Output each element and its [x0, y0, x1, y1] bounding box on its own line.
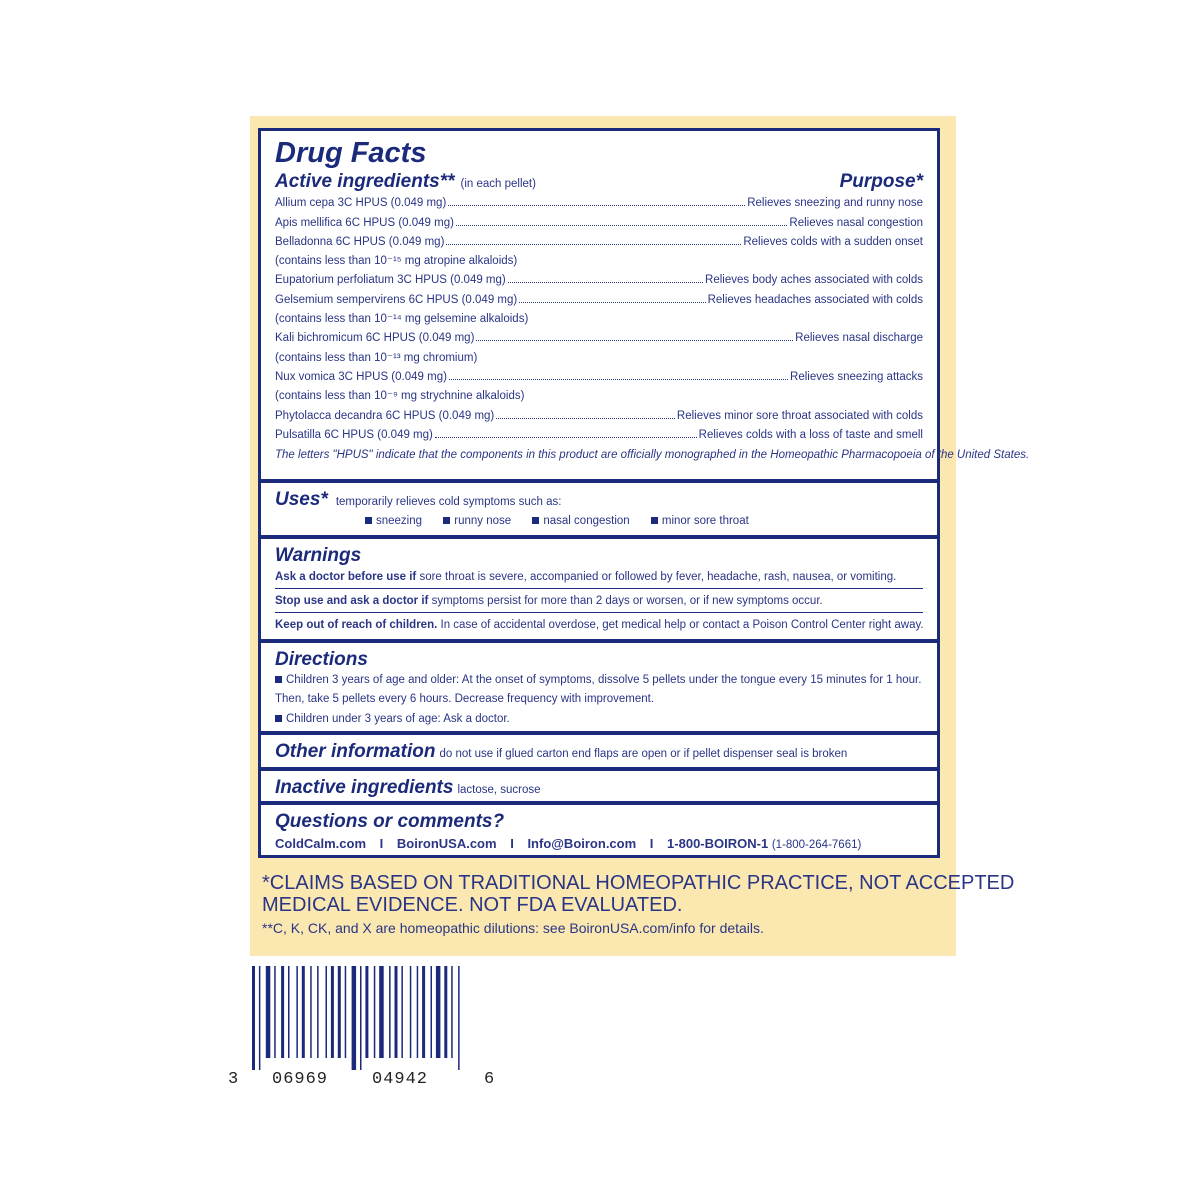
separator: I	[649, 836, 654, 851]
uses-section	[261, 479, 937, 537]
barcode-digits-left: 06969	[272, 1070, 329, 1089]
ingredient-row	[275, 233, 923, 252]
barcode-bar	[274, 966, 276, 1058]
separator: I	[510, 836, 514, 851]
uses-text: temporarily relieves cold symptoms such as:	[335, 496, 562, 508]
ingredient-name: Phytolacca decandra 6C HPUS (0.049 mg)	[275, 409, 495, 422]
ingredient-purpose: Relieves headaches associated with colds	[707, 293, 923, 306]
ingredient-purpose: Relieves sneezing and runny nose	[747, 197, 923, 210]
barcode-bar	[374, 966, 376, 1058]
directions-line-3: Children under 3 years of age: Ask a doctor.	[286, 712, 510, 725]
website-boironusa: BoironUSA.com	[396, 836, 497, 851]
questions-section	[261, 801, 937, 855]
warning-ask-text: sore throat is severe, accompanied or followed by fever, headache, rash, nausea, or vomiting.	[419, 571, 897, 583]
leader-dots	[448, 205, 745, 206]
ingredient-note: (contains less than 10⁻⁹ mg strychnine alkaloids)	[275, 390, 525, 403]
claims-line-2: MEDICAL EVIDENCE. NOT FDA EVALUATED.	[262, 894, 683, 916]
barcode-bar	[389, 966, 391, 1058]
bullet-icon	[443, 517, 450, 524]
active-ingredients-sub: (in each pellet)	[460, 178, 536, 190]
other-info-section	[261, 731, 937, 769]
ingredient-note: (contains less than 10⁻¹⁴ mg gelsemine alkaloids)	[275, 313, 529, 326]
ingredient-name: Nux vomica 3C HPUS (0.049 mg)	[275, 370, 447, 383]
warning-ask-doctor	[275, 567, 923, 587]
contact-phone-number: (1-800-264-7661)	[771, 839, 862, 851]
barcode-bar	[338, 966, 341, 1058]
ingredient-name: Kali bichromicum 6C HPUS (0.049 mg)	[275, 332, 475, 345]
barcode-bar	[296, 966, 298, 1058]
barcode-bar	[259, 966, 261, 1070]
barcode-bar	[422, 966, 425, 1058]
ingredient-name: Allium cepa 3C HPUS (0.049 mg)	[275, 197, 447, 210]
claims-disclaimer	[262, 872, 1014, 916]
hpus-footnote: The letters "HPUS" indicate that the components in this product are officially monographed in the Homeopathic Pharmacopoeia of the United States.	[275, 449, 1030, 462]
contact-email: Info@Boiron.com	[527, 836, 637, 851]
ingredient-note: (contains less than 10⁻¹⁵ mg atropine alkaloids)	[275, 255, 518, 268]
ingredient-purpose: Relieves nasal discharge	[795, 332, 923, 345]
inactive-ingredients-section	[261, 767, 937, 803]
warning-stop-use	[275, 591, 923, 611]
barcode-bar	[345, 966, 347, 1058]
barcode-bar	[310, 966, 312, 1058]
warning-stop-text: symptoms persist for more than 2 days or worsen, or if new symptoms occur.	[431, 595, 823, 607]
barcode-bar	[444, 966, 447, 1058]
ingredient-note: (contains less than 10⁻¹³ mg chromium)	[275, 351, 478, 364]
ingredient-name: Apis mellifica 6C HPUS (0.049 mg)	[275, 216, 454, 229]
barcode-bar	[410, 966, 412, 1058]
leader-dots	[456, 225, 787, 226]
use-item: sneezing	[376, 515, 423, 528]
dilutions-note: **C, K, CK, and X are homeopathic dilutions: see BoironUSA.com/info for details.	[262, 920, 764, 936]
barcode	[248, 966, 478, 1070]
ingredient-purpose: Relieves colds with a loss of taste and smell	[698, 428, 923, 441]
leader-dots	[519, 302, 705, 303]
website-coldcalm: ColdCalm.com	[275, 836, 367, 851]
barcode-bar	[417, 966, 419, 1058]
barcode-bar	[326, 966, 328, 1058]
directions-line-1: Children 3 years of age and older: At the onset of symptoms, dissolve 5 pellets under the tongue every 15 minutes for 1 hour.	[286, 674, 922, 686]
inactive-heading: Inactive ingredients	[275, 777, 454, 798]
directions-heading: Directions	[275, 649, 368, 670]
barcode-bar	[266, 966, 271, 1058]
barcode-bar	[352, 966, 357, 1070]
barcode-bar	[288, 966, 290, 1058]
ingredient-purpose: Relieves minor sore throat associated with colds	[676, 409, 923, 422]
ingredient-purpose: Relieves colds with a sudden onset	[743, 235, 923, 248]
ingredient-row	[275, 329, 923, 348]
warning-keep-bold: Keep out of reach of children.	[275, 619, 438, 631]
directions-line-2: Then, take 5 pellets every 6 hours. Decrease frequency with improvement.	[275, 693, 655, 706]
active-ingredients-section	[261, 137, 1030, 481]
barcode-bar	[395, 966, 398, 1058]
use-item: nasal congestion	[543, 515, 630, 528]
warning-stop-bold: Stop use and ask a doctor if	[275, 595, 429, 607]
warnings-heading: Warnings	[275, 545, 362, 566]
warning-ask-bold: Ask a doctor before use if	[275, 571, 417, 583]
barcode-bar	[331, 966, 334, 1058]
barcode-digit-first: 3	[228, 1070, 239, 1089]
ingredient-list	[275, 194, 923, 445]
barcode-bar	[360, 966, 362, 1070]
leader-dots	[449, 379, 788, 380]
ingredient-name: Gelsemium sempervirens 6C HPUS (0.049 mg)	[275, 293, 518, 306]
bullet-icon	[651, 517, 658, 524]
active-ingredients-heading: Active ingredients**	[275, 171, 455, 192]
drug-facts-box	[258, 128, 1030, 858]
barcode-digits-right: 04942	[372, 1070, 429, 1089]
ingredient-row	[275, 291, 923, 310]
uses-bullets	[365, 512, 923, 531]
leader-dots	[476, 340, 793, 341]
bullet-icon	[532, 517, 539, 524]
bullet-icon	[275, 676, 282, 683]
barcode-bar	[281, 966, 284, 1058]
ingredient-row	[275, 214, 923, 233]
ingredient-purpose: Relieves nasal congestion	[789, 216, 923, 229]
leader-dots	[435, 437, 697, 438]
questions-heading: Questions or comments?	[275, 811, 505, 832]
ingredient-row	[275, 271, 923, 290]
purpose-heading: Purpose*	[839, 171, 923, 192]
directions-section	[261, 639, 937, 733]
barcode-bar	[302, 966, 305, 1058]
barcode-bar	[317, 966, 319, 1058]
leader-dots	[446, 244, 741, 245]
contact-line	[275, 833, 923, 856]
other-info-heading: Other information	[275, 741, 436, 762]
ingredient-row	[275, 194, 923, 213]
claims-line-1: *CLAIMS BASED ON TRADITIONAL HOMEOPATHIC PRACTICE, NOT ACCEPTED	[262, 872, 1015, 894]
ingredient-row	[275, 407, 923, 426]
bullet-icon	[275, 715, 282, 722]
leader-dots	[496, 418, 675, 419]
use-item: minor sore throat	[661, 515, 749, 528]
ingredient-name: Eupatorium perfoliatum 3C HPUS (0.049 mg)	[275, 274, 506, 287]
ingredient-purpose: Relieves sneezing attacks	[790, 370, 923, 383]
warnings-section	[261, 535, 937, 641]
barcode-digit-last: 6	[484, 1070, 495, 1089]
use-item: runny nose	[454, 515, 512, 528]
ingredient-row	[275, 368, 923, 387]
ingredient-name: Belladonna 6C HPUS (0.049 mg)	[275, 235, 445, 248]
ingredient-purpose: Relieves body aches associated with colds	[705, 274, 923, 287]
barcode-bar	[252, 966, 255, 1070]
barcode-bar	[436, 966, 441, 1058]
bullet-icon	[365, 517, 372, 524]
uses-heading: Uses*	[275, 489, 328, 510]
inactive-text: lactose, sucrose	[457, 784, 541, 796]
leader-dots	[508, 282, 703, 283]
separator: I	[379, 836, 384, 851]
ingredient-row	[275, 426, 923, 445]
barcode-bar	[379, 966, 384, 1058]
contact-phone: 1-800-BOIRON-1	[667, 836, 769, 851]
ingredient-name: Pulsatilla 6C HPUS (0.049 mg)	[275, 428, 433, 441]
warning-keep-text: In case of accidental overdose, get medical help or contact a Poison Control Center right away.	[440, 619, 924, 631]
other-info-text: do not use if glued carton end flaps are open or if pellet dispenser seal is broken	[439, 748, 848, 760]
drug-facts-title: Drug Facts	[275, 137, 427, 169]
barcode-bar	[431, 966, 433, 1058]
warning-keep-out	[275, 615, 923, 635]
barcode-bar	[401, 966, 403, 1058]
barcode-bar	[451, 966, 453, 1058]
barcode-bar	[365, 966, 368, 1058]
barcode-bar	[458, 966, 460, 1070]
